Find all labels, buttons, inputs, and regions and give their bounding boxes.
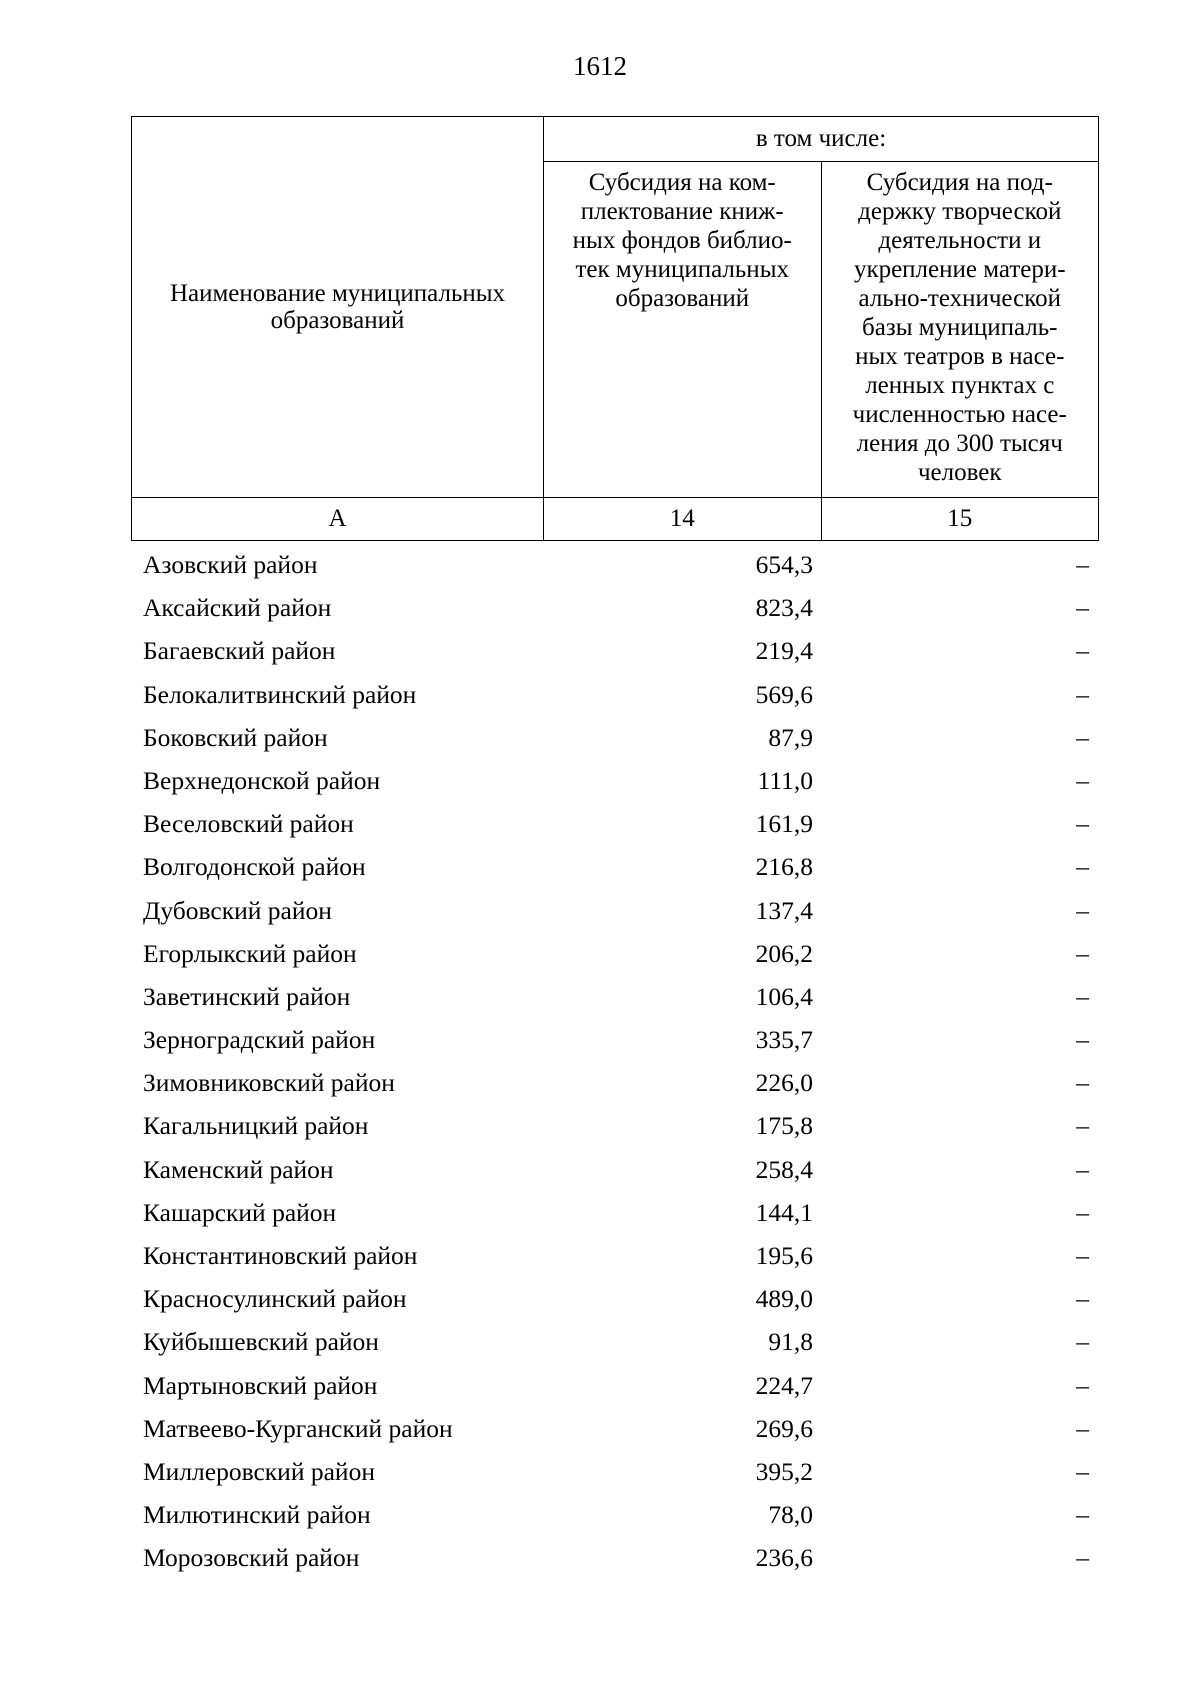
row-name: Заветинский район [143,981,351,1011]
row-value-14: 219,4 [755,636,813,666]
row-name: Матвеево-Курганский район [143,1413,453,1443]
row-name: Зимовниковский район [143,1068,395,1098]
row-value-14: 161,9 [755,809,813,839]
row-value-14: 175,8 [755,1111,813,1141]
row-value-15: – [1076,550,1089,579]
row-name: Красносулинский район [143,1284,407,1314]
row-name: Константиновский район [143,1241,418,1270]
table-row [131,1493,1099,1536]
table-row [131,586,1099,629]
header-index-15: 15 [821,498,1099,541]
row-name: Зерноградский район [143,1025,376,1055]
row-value-14: 144,1 [755,1197,813,1227]
row-value-14: 258,4 [755,1154,813,1184]
row-name: Морозовский район [143,1543,360,1573]
table-row [131,932,1099,975]
table-row [131,975,1099,1018]
table-row [131,1277,1099,1320]
row-value-15: – [1076,1197,1089,1227]
row-value-14: 206,2 [755,938,813,968]
header-column-15-label: Субсидия на под- держку творческой деятельности и укрепление матери- ально-технической базы муниципаль- ных театров в насе- ленных пунктах с численностью насе- ления до 300 тысяч человек [852,169,1067,486]
row-value-15: – [1076,1543,1089,1573]
table-header [131,116,1099,541]
row-value-15: – [1076,981,1089,1011]
row-value-15: – [1076,1111,1089,1141]
table-row [131,759,1099,802]
row-value-14: 87,9 [768,722,813,752]
row-name: Кашарский район [143,1197,337,1227]
row-value-14: 91,8 [768,1327,813,1357]
header-group-cell [544,117,1099,162]
table-row [131,1364,1099,1407]
table-row [131,673,1099,716]
row-value-15: – [1076,1370,1089,1400]
row-name: Верхнедонской район [143,765,381,795]
row-value-15: – [1076,722,1089,752]
row-name: Мартыновский район [143,1370,378,1400]
table-row [131,1320,1099,1363]
row-value-15: – [1076,1413,1089,1443]
row-value-15: – [1076,636,1089,666]
row-value-15: – [1076,765,1089,795]
header-name-column [132,117,544,498]
row-name: Кагальницкий район [143,1111,369,1141]
table-row [131,1018,1099,1061]
row-value-15: – [1076,809,1089,839]
row-value-14: 226,0 [755,1068,813,1098]
table-row [131,1450,1099,1493]
row-name: Дубовский район [143,895,332,925]
row-value-14: 106,4 [755,981,813,1011]
row-name: Егорлыкский район [143,938,357,968]
row-value-14: 269,6 [755,1413,813,1443]
row-value-15: – [1076,1284,1089,1314]
row-value-14: 78,0 [768,1500,813,1530]
row-name: Милютинский район [143,1500,371,1530]
row-value-14: 137,4 [755,895,813,925]
table-row [131,1536,1099,1579]
row-name: Багаевский район [143,636,336,666]
table-row [131,1061,1099,1104]
row-value-15: – [1076,895,1089,925]
row-value-14: 569,6 [755,679,813,709]
table-row [131,1407,1099,1450]
row-value-15: – [1076,1025,1089,1055]
row-value-14: 654,3 [755,550,813,579]
row-value-15: – [1076,1456,1089,1486]
header-index-name: А [132,498,544,541]
header-group-label: в том числе: [755,125,887,152]
row-value-14: 489,0 [755,1284,813,1314]
header-column-15 [821,162,1099,498]
table-row [131,716,1099,759]
table-row [131,845,1099,888]
page-number: 1612 [573,51,627,81]
table-row [131,889,1099,932]
row-value-15: – [1076,938,1089,968]
row-name: Каменский район [143,1154,334,1184]
table-row [131,1234,1099,1277]
table-row [131,543,1099,586]
table-row [131,802,1099,845]
table-body [131,543,1099,1580]
row-name: Куйбышевский район [143,1327,379,1357]
row-value-14: 224,7 [755,1370,813,1400]
row-value-14: 335,7 [755,1025,813,1055]
row-value-15: – [1076,1068,1089,1098]
header-name-label: Наименование муниципальных образований [169,280,506,334]
row-name: Белокалитвинский район [143,679,417,709]
row-name: Волгодонской район [143,852,366,882]
row-value-15: – [1076,1241,1089,1270]
row-value-14: 195,6 [755,1241,813,1270]
row-value-14: 823,4 [755,593,813,623]
header-column-14-label: Субсидия на ком- плектование книж- ных фондов библио- тек муниципальных образований [572,169,792,312]
table-row [131,1191,1099,1234]
row-value-15: – [1076,852,1089,882]
row-value-14: 395,2 [755,1456,813,1486]
row-value-15: – [1076,679,1089,709]
header-column-14 [544,162,822,498]
row-name: Азовский район [143,550,318,579]
row-value-14: 216,8 [755,852,813,882]
row-name: Миллеровский район [143,1456,375,1486]
header-index-14: 14 [544,498,822,541]
row-value-15: – [1076,593,1089,623]
row-value-15: – [1076,1154,1089,1184]
table-row [131,1148,1099,1191]
table-row [131,629,1099,672]
row-name: Аксайский район [143,593,332,623]
table-row [131,1104,1099,1147]
row-value-14: 236,6 [755,1543,813,1573]
row-value-14: 111,0 [757,765,813,795]
row-value-15: – [1076,1500,1089,1530]
row-name: Веселовский район [143,809,354,839]
row-name: Боковский район [143,722,328,752]
row-value-15: – [1076,1327,1089,1357]
